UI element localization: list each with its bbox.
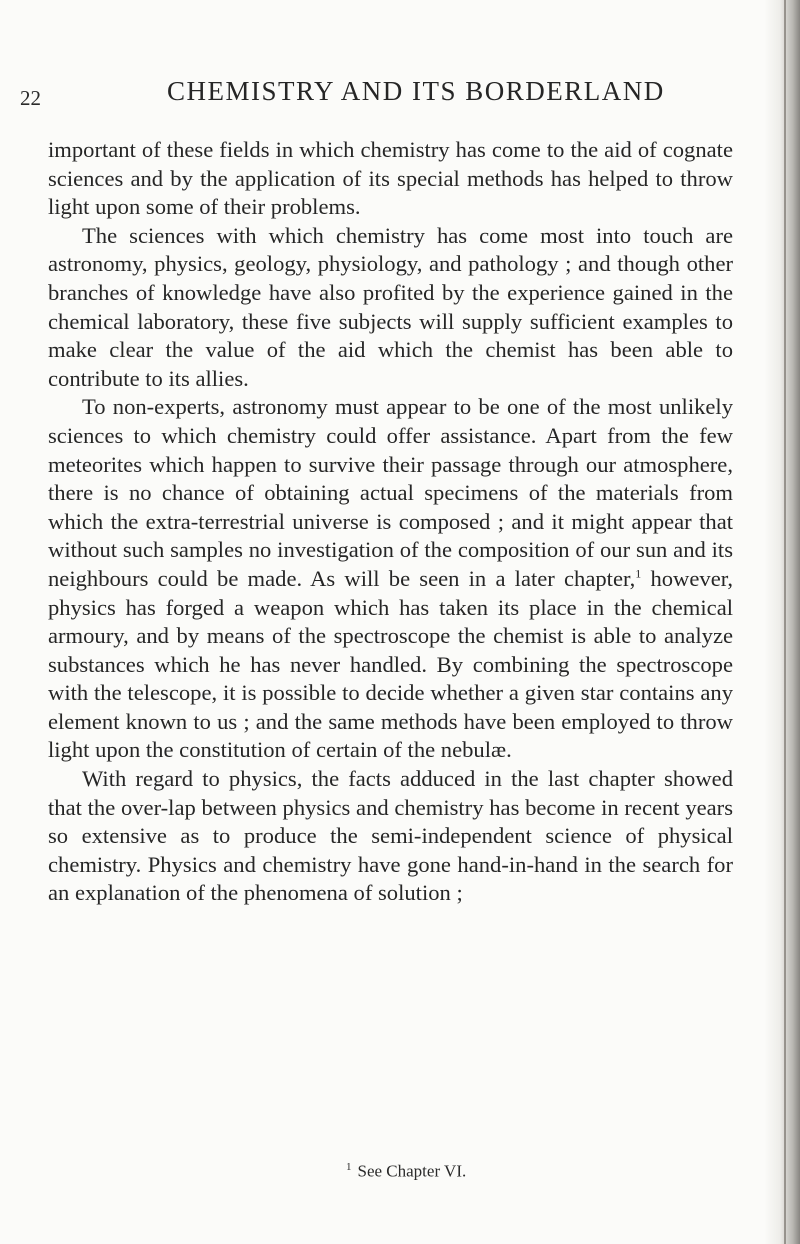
page-number: 22 (20, 86, 41, 110)
footnote (346, 1161, 466, 1182)
running-title: CHEMISTRY AND ITS BORDERLAND (167, 76, 665, 106)
page-gutter-shadow (764, 0, 800, 1244)
footnote-mark: 1 (346, 1161, 352, 1173)
paragraph-2: The sciences with which chemistry has come most into touch are astronomy, physics, geology, physiology, and pathology ; and though other branches of knowledge have also profited by the experience gained in the chemical laboratory, these five subjects will supply sufficient examples to make clear the value of the aid which the chemist has been able to contribute to its allies. (48, 222, 733, 391)
page-header (20, 76, 758, 112)
page-edge-line (784, 0, 786, 1244)
paragraph-3 (48, 393, 733, 765)
paragraph-3-text-a: To non-experts, astronomy must appear to be one of the most unlikely sciences to which chemistry could offer assistance. Apart from the few meteorites which happen to survive their passage through our atmosphere, there is no chance of obtaining actual specimens of the materials from which the extra-terrestrial universe is composed ; and it might appear that without such samples no investigation of the composition of our sun and its neighbours could be made. As will be seen in a later chapter, (48, 394, 733, 591)
paragraph-1: important of these fields in which chemistry has come to the aid of cognate sciences and by the application of its special methods has helped to throw light upon some of their problems. (48, 137, 733, 220)
footnote-text: See Chapter VI. (357, 1161, 467, 1181)
paragraph-3-text-b: however, physics has forged a weapon which has taken its place in the chemical armoury, and by means of the spectroscope the chemist is able to analyze substances which he has never handled. By combining the spectroscope with the telescope, it is possible to decide whether a given star contains any element known to us ; and the same methods have been employed to throw light upon the constitution of certain of the nebulæ. (48, 565, 733, 763)
footnote-reference[interactable]: 1 (635, 566, 642, 581)
body-text (48, 136, 733, 908)
paragraph-4: With regard to physics, the facts adduced in the last chapter showed that the over-lap between physics and chemistry has become in recent years so extensive as to produce the semi-independent science of physical chemistry. Physics and chemistry have gone hand-in-hand in the search for an explanation of the phenomena of solution ; (48, 766, 733, 906)
